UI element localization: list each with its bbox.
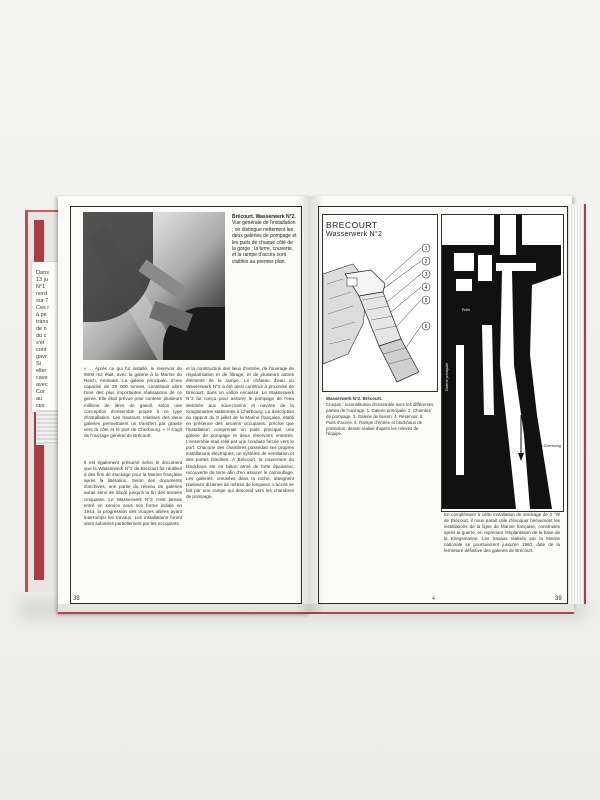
photo-caption-body: Vue générale de l'installation ; on distingue nettement les deux galeries de pompage et les puits de chaque côté de la gorge ; la terre, couverte, et la rampe d'accès sont visibles au premier plan.: [232, 220, 297, 265]
plan-chamber-2: [456, 279, 472, 291]
callout-1: 1: [424, 246, 428, 252]
callout-3: 3: [424, 272, 428, 278]
plan-left-gallery: [456, 345, 464, 475]
plan-label-puits: Puits: [462, 308, 470, 312]
plan-open-area: [522, 215, 561, 245]
left-column-2: et la construction des lieux d'entrée, de l'ouvrage de régularisation et de filtrage, et de plusieurs autres éléments de la rampe. Le château d'eau ou Wasserwerk N°2 a été ainsi construit à proximité de Brécourt, dans un vallon encaissé. Le Wasserwerk N°2 fut conçu pour assurer le pompage de l'eau destinée aux sous-marins et navires de la Kriegsmarine stationnés à Cherbourg. La description du rapport du 8 juillet de la Marine française, établi en présence des anciens occupants, précise que l'installation comprenait un puits principal, une galerie de pompage et deux réservoirs enterrés. L'ensemble était relié par une conduite forcée vers le port. Chacune des chambres possédait ses propres installations électriques, un système de ventilation et des portes blindées. À Brécourt, la couverture du blockhaus est en béton armé de forte épaisseur, recouverte de terre afin d'en assurer le camouflage. Les galeries, creusées dans la roche, atteignent plusieurs dizaines de mètres de longueur. L'accès se fait par une rampe qui descend vers les chambres de pompage.: [186, 366, 294, 499]
schematic-legend: [326, 396, 434, 437]
left-column-1-lower: Il est également présumé selon le document que le Wasserwerk N°2 de Brécourt fut réutilisé à des fins de stockage pour la Marine française après la libération. Selon des documents d'archives, une partie du réseau de galeries aurait servi de dépôt jusqu'à la fin des années cinquante. Le Wasserwerk N°2 n'est jamais entré en service sous son forme initiale en 1944, la progression des troupes alliées ayant interrompu les travaux. Les installations furent alors sabotées partiellement par les occupants.: [84, 460, 182, 526]
schematic-gallery: [359, 292, 401, 346]
right-page-text: En complément à cette installation de stockage de 2 °W de Brécourt, il nous paraît utile d'évoquer brièvement les installations de la ligne de Marine française, construites après la guerre, en reprenant l'implantation de la base de la Kriegsmarine. Les travaux réalisés par la Marine nationale se poursuivirent jusqu'en 1960, date de la fermeture définitive des galeries de Brécourt.: [444, 512, 560, 553]
left-column-1: « ... Aprés ce qui fut installé, le reservoir de 9000 m3 était, avec la galerie à la Marine du Reich, Amirauté. La galerie principale, d'une capacité de 29 000 tonnes, constituait alors l'une des plus importantes réalisations de ce genre. Elle était prévue pour contenir plusieurs millions de litres de gasoil, selon une conception d'ensemble propre à ce type d'installation. Les hauteurs relatives des deux galeries permettaient un transfert par gravité vers la côte et le port de Cherbourg. » Il s'agit de l'ouvrage général de Brécourt.: [84, 366, 182, 439]
plan-label-galerie: Galerie principale: [445, 363, 449, 391]
callout-2: 2: [424, 259, 428, 265]
callout-4: 4: [424, 285, 428, 291]
legend-intro: Wasserwerk N°2. Brécourt.: [326, 396, 383, 401]
plan-chamber-3: [478, 255, 492, 281]
page-number-right: 39: [555, 596, 562, 602]
plan-shaft: [500, 215, 516, 255]
page-stack-edge: [568, 204, 586, 604]
legend-body: Croquis : reconstitution d'ensemble avec les différentes parties de l'ouvrage. 1. Galerie principale. 2. Chambre de pompage. 3. Galerie de liaison. 4. Réservoir. 5. Puits d'accès. 6. Rampe d'entrée et blockhaus de protection, dessin réalisé d'après les relevés de l'équipe.: [326, 401, 434, 437]
plan-side-gallery: [482, 325, 494, 415]
plan-label-cherbourg: vers Cherbourg: [536, 444, 561, 448]
schematic-subtitle: Wasserwerk N°2: [326, 231, 383, 238]
schematic-drawing: [323, 244, 435, 389]
schematic-ramp: [379, 339, 419, 382]
aerial-photo: [83, 212, 225, 360]
page-number-left: 38: [73, 596, 80, 602]
plan-corridor-horizontal: [496, 263, 536, 271]
callout-6: 6: [424, 324, 428, 330]
photo-caption: [232, 214, 298, 265]
schematic-tower: [347, 278, 357, 286]
callout-5: 5: [424, 298, 428, 304]
plan-label-sortie: Sortie: [495, 313, 499, 323]
underlying-page-text: Dans 13 ju N°1 nord sur 7 Ces r à pe trans de n du c s'ét cont gavr Si eller cave avec Cor au ces: [36, 270, 50, 409]
schematic-title: BRECOURT: [326, 220, 378, 230]
plan-drawing: [442, 215, 561, 509]
plan-chamber-1: [454, 253, 474, 271]
photo-caption-intro: Brécourt. Wasserwerk N°2.: [232, 214, 296, 220]
center-mark: 4: [432, 596, 435, 602]
